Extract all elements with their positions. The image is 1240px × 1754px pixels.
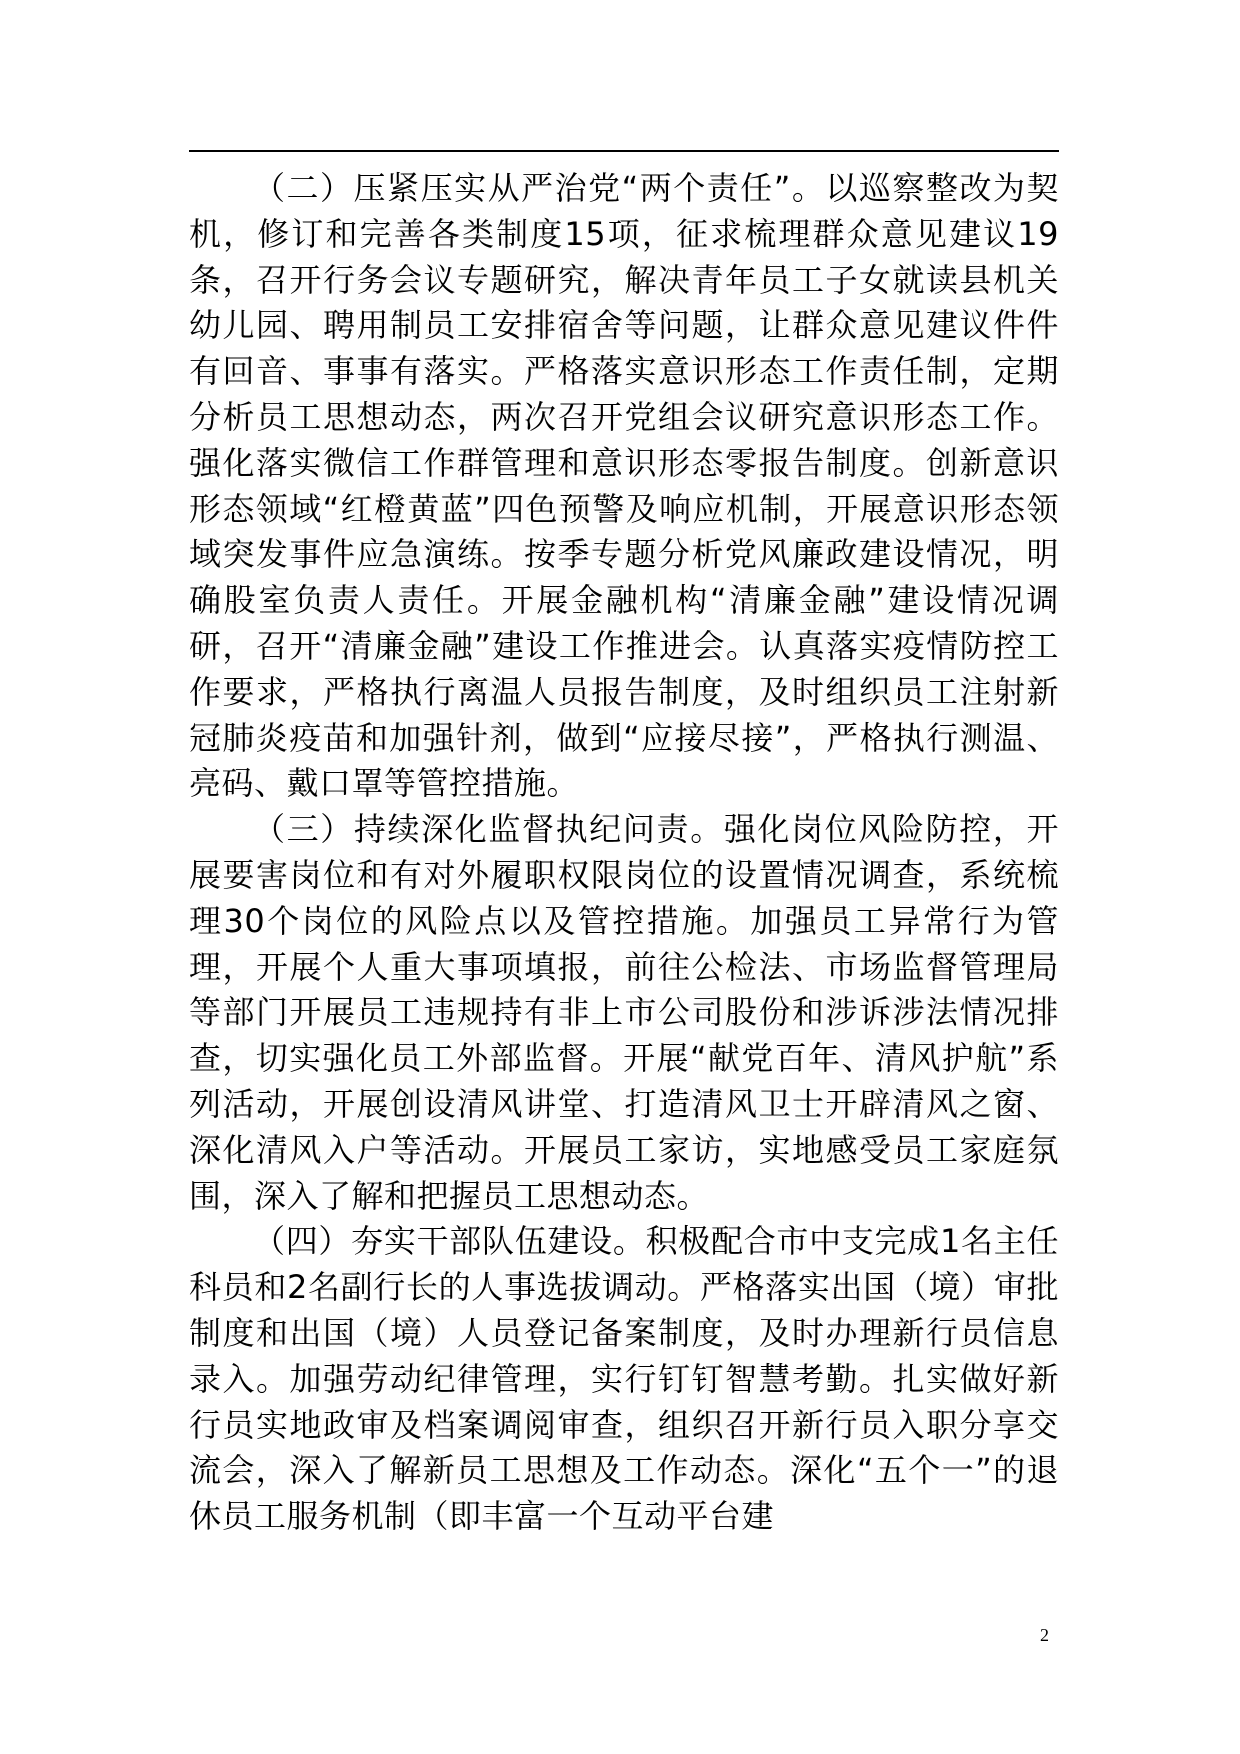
header-rule [189, 150, 1059, 152]
page-number: 2 [1040, 1625, 1049, 1645]
paragraph-two-responsibilities: （二）压紧压实从严治党“两个责任”。以巡察整改为契机，修订和完善各类制度15项，征求梳理群众意见建议19条，召开行务会议专题研究，解决青年员工子女就读县机关幼儿园、聘用制员工安排宿舍等问题，让群众意见建议件件有回音、事事有落实。严格落实意识形态工作责任制，定期分析员工思想动态，两次召开党组会议研究意识形态工作。强化落实微信工作群管理和意识形态零报告制度。创新意识形态领域“红橙黄蓝”四色预警及响应机制，开展意识形态领域突发事件应急演练。按季专题分析党风廉政建设情况，明确股室负责人责任。开展金融机构“清廉金融”建设情况调研，召开“清廉金融”建设工作推进会。认真落实疫情防控工作要求，严格执行离温人员报告制度，及时组织员工注射新冠肺炎疫苗和加强针剂，做到“应接尽接”，严格执行测温、亮码、戴口罩等管控措施。 [189, 169, 1059, 803]
paragraph-cadre-team-building: （四）夯实干部队伍建设。积极配合市中支完成1名主任科员和2名副行长的人事选拔调动。严格落实出国（境）审批制度和出国（境）人员登记备案制度，及时办理新行员信息录入。加强劳动纪律管理，实行钉钉智慧考勤。扎实做好新行员实地政审及档案调阅审查，组织召开新行员入职分享交流会，深入了解新员工思想及工作动态。深化“五个一”的退休员工服务机制（即丰富一个互动平台建 [189, 1222, 1059, 1536]
paragraph-supervision-accountability: （三）持续深化监督执纪问责。强化岗位风险防控，开展要害岗位和有对外履职权限岗位的设置情况调查，系统梳理30个岗位的风险点以及管控措施。加强员工异常行为管理，开展个人重大事项填报，前往公检法、市场监督管理局等部门开展员工违规持有非上市公司股份和涉诉涉法情况排查，切实强化员工外部监督。开展“献党百年、清风护航”系列活动，开展创设清风讲堂、打造清风卫士开辟清风之窗、深化清风入户等活动。开展员工家访，实地感受员工家庭氛围，深入了解和把握员工思想动态。 [189, 810, 1059, 1215]
document-body [189, 166, 1059, 1540]
